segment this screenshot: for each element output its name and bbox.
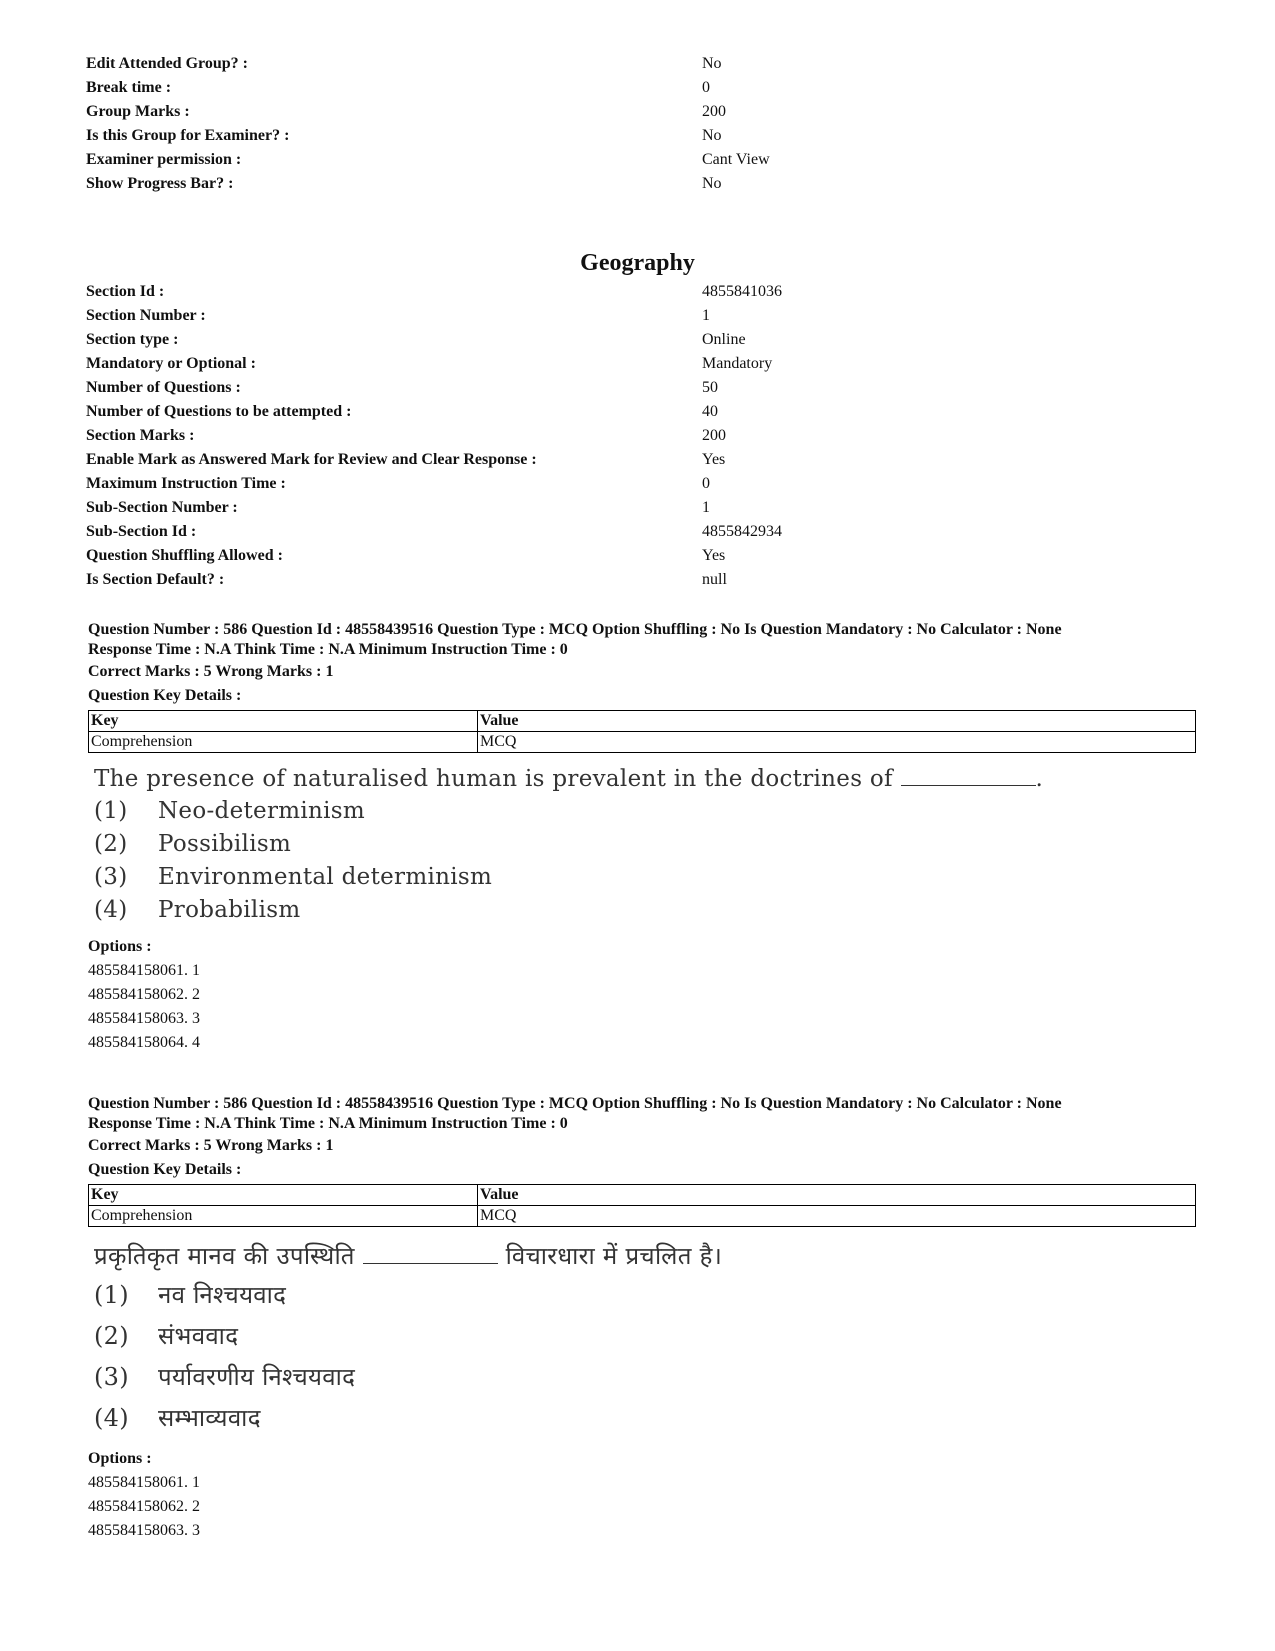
info-key: Section Id : xyxy=(86,283,165,300)
info-row xyxy=(86,496,1186,520)
option-id: 485584158061. 1 xyxy=(88,962,200,979)
info-row xyxy=(86,424,1186,448)
info-value: null xyxy=(702,571,727,588)
choice-item xyxy=(88,861,1198,894)
info-key: Section Marks : xyxy=(86,427,195,444)
info-value: Yes xyxy=(702,547,726,564)
choice-number: (3) xyxy=(94,1363,129,1391)
info-row xyxy=(86,100,1186,124)
choice-number: (1) xyxy=(94,1281,129,1309)
group-info xyxy=(86,52,1186,196)
section-title: Geography xyxy=(580,250,695,276)
info-key: Maximum Instruction Time : xyxy=(86,475,286,492)
info-key: Section Number : xyxy=(86,307,206,324)
info-value: 1 xyxy=(702,499,710,516)
info-value: 1 xyxy=(702,307,710,324)
question-timing: Response Time : N.A Think Time : N.A Minimum Instruction Time : 0 xyxy=(88,641,568,658)
choice-item xyxy=(88,894,1198,927)
table-header-row xyxy=(89,711,1196,732)
option-id: 485584158062. 2 xyxy=(88,1498,200,1515)
option-id: 485584158063. 3 xyxy=(88,1010,200,1027)
choice-text: सम्भाव्यवाद xyxy=(158,1404,261,1432)
info-key: Question Shuffling Allowed : xyxy=(86,547,283,564)
info-row xyxy=(86,448,1186,472)
info-key: Examiner permission : xyxy=(86,151,242,168)
choice-text: Neo-determinism xyxy=(158,798,365,824)
info-key: Show Progress Bar? : xyxy=(86,175,234,192)
answer-blank xyxy=(363,1245,498,1264)
question-key-table xyxy=(88,710,1196,753)
info-key: Section type : xyxy=(86,331,179,348)
choice-text: नव निश्चयवाद xyxy=(158,1281,287,1309)
choice-text: Environmental determinism xyxy=(158,864,493,890)
table-cell-value: MCQ xyxy=(478,732,1196,753)
choice-number: (2) xyxy=(94,831,128,857)
option-id: 485584158062. 2 xyxy=(88,986,200,1003)
info-value: 200 xyxy=(702,103,726,120)
question-stem xyxy=(88,1237,1198,1275)
info-key: Is this Group for Examiner? : xyxy=(86,127,290,144)
table-header-key: Key xyxy=(89,1185,478,1206)
info-value: No xyxy=(702,127,722,144)
info-value: 0 xyxy=(702,475,710,492)
info-row xyxy=(86,304,1186,328)
choice-number: (1) xyxy=(94,798,128,824)
choice-number: (2) xyxy=(94,1322,129,1350)
info-row xyxy=(86,280,1186,304)
choice-item xyxy=(88,795,1198,828)
choice-number: (4) xyxy=(94,1404,129,1432)
info-row xyxy=(86,172,1186,196)
table-cell-key: Comprehension xyxy=(89,732,478,753)
choice-item xyxy=(88,828,1198,861)
info-key: Group Marks : xyxy=(86,103,190,120)
question-key-table xyxy=(88,1184,1196,1227)
info-value: Yes xyxy=(702,451,726,468)
options-label: Options : xyxy=(88,938,152,955)
info-row xyxy=(86,124,1186,148)
info-value: 50 xyxy=(702,379,718,396)
table-cell-value: MCQ xyxy=(478,1206,1196,1227)
table-header-value: Value xyxy=(478,1185,1196,1206)
table-header-row xyxy=(89,1185,1196,1206)
question-text xyxy=(88,763,1198,927)
info-row xyxy=(86,52,1186,76)
choice-item xyxy=(88,1357,1198,1398)
info-value: Online xyxy=(702,331,746,348)
info-key: Sub-Section Id : xyxy=(86,523,197,540)
info-key: Mandatory or Optional : xyxy=(86,355,256,372)
options-label: Options : xyxy=(88,1450,152,1467)
info-key: Edit Attended Group? : xyxy=(86,55,248,72)
choice-item xyxy=(88,1398,1198,1439)
question-marks: Correct Marks : 5 Wrong Marks : 1 xyxy=(88,1137,334,1154)
choice-text: Possibilism xyxy=(158,831,292,857)
question-marks: Correct Marks : 5 Wrong Marks : 1 xyxy=(88,663,334,680)
table-header-value: Value xyxy=(478,711,1196,732)
table-cell-key: Comprehension xyxy=(89,1206,478,1227)
table-row xyxy=(89,1206,1196,1227)
option-id: 485584158063. 3 xyxy=(88,1522,200,1539)
question-key-details-label: Question Key Details : xyxy=(88,1161,242,1178)
info-key: Number of Questions to be attempted : xyxy=(86,403,352,420)
info-value: Cant View xyxy=(702,151,770,168)
info-value: 40 xyxy=(702,403,718,420)
info-value: No xyxy=(702,175,722,192)
info-key: Sub-Section Number : xyxy=(86,499,238,516)
question-stem-after: विचारधारा में प्रचलित है। xyxy=(505,1242,723,1270)
info-row xyxy=(86,352,1186,376)
info-row xyxy=(86,148,1186,172)
question-text xyxy=(88,1237,1198,1439)
option-id: 485584158064. 4 xyxy=(88,1034,200,1051)
choice-item xyxy=(88,1275,1198,1316)
info-row xyxy=(86,376,1186,400)
answer-blank xyxy=(901,767,1036,786)
info-row xyxy=(86,328,1186,352)
info-row xyxy=(86,520,1186,544)
section-info xyxy=(86,280,1186,592)
question-block xyxy=(88,620,1198,1055)
info-value: No xyxy=(702,55,722,72)
info-row xyxy=(86,568,1186,592)
info-key: Is Section Default? : xyxy=(86,571,225,588)
info-key: Enable Mark as Answered Mark for Review and Clear Response : xyxy=(86,451,537,468)
info-value: 4855841036 xyxy=(702,283,782,300)
question-stem-before: प्रकृतिकृत मानव की उपस्थिति xyxy=(94,1242,355,1270)
table-row xyxy=(89,732,1196,753)
choice-item xyxy=(88,1316,1198,1357)
info-key: Break time : xyxy=(86,79,172,96)
choice-number: (4) xyxy=(94,897,128,923)
choice-number: (3) xyxy=(94,864,128,890)
question-timing: Response Time : N.A Think Time : N.A Minimum Instruction Time : 0 xyxy=(88,1115,568,1132)
info-row xyxy=(86,400,1186,424)
choice-text: Probabilism xyxy=(158,897,301,923)
info-row xyxy=(86,472,1186,496)
question-header: Question Number : 586 Question Id : 48558439516 Question Type : MCQ Option Shuffling : No Is Question Mandatory : No Calculator : None xyxy=(88,1095,1062,1112)
option-id: 485584158061. 1 xyxy=(88,1474,200,1491)
question-stem-before: The presence of naturalised human is prevalent in the doctrines of xyxy=(94,766,893,792)
question-block xyxy=(88,1094,1198,1543)
question-stem xyxy=(88,763,1198,795)
info-value: 0 xyxy=(702,79,710,96)
choice-text: संभववाद xyxy=(158,1322,239,1350)
table-header-key: Key xyxy=(89,711,478,732)
question-header: Question Number : 586 Question Id : 48558439516 Question Type : MCQ Option Shuffling : No Is Question Mandatory : No Calculator : None xyxy=(88,621,1062,638)
info-row xyxy=(86,544,1186,568)
question-key-details-label: Question Key Details : xyxy=(88,687,242,704)
info-value: 200 xyxy=(702,427,726,444)
info-row xyxy=(86,76,1186,100)
info-value: Mandatory xyxy=(702,355,773,372)
info-value: 4855842934 xyxy=(702,523,782,540)
choice-text: पर्यावरणीय निश्चयवाद xyxy=(158,1363,356,1391)
question-stem-after: . xyxy=(1035,766,1044,792)
info-key: Number of Questions : xyxy=(86,379,241,396)
